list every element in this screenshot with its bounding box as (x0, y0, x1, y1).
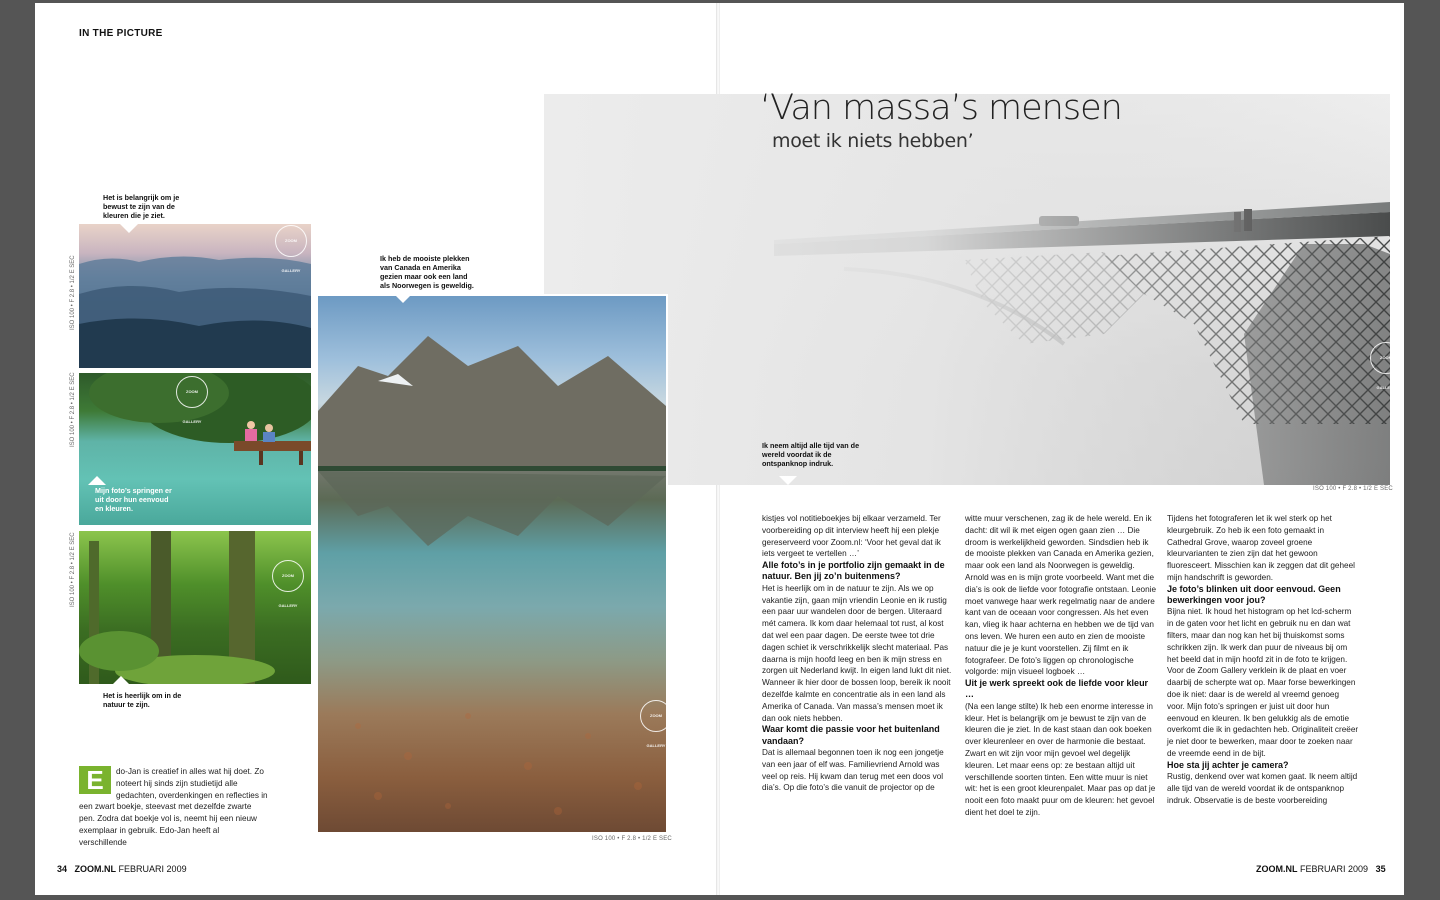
text-column-3 (1167, 513, 1359, 806)
col1-question-1: Alle foto’s in je portfolio zijn gemaakt in de natuur. Ben jij zo’n buitenmens? (762, 560, 945, 582)
bridge-exif: ISO 100 • F 2.8 • 1/2 E SEC (1313, 486, 1393, 492)
left-footer-brand: ZOOM.NL (74, 864, 117, 874)
dock-gallery-stamp: ZOOM GALLERY (176, 376, 208, 408)
dock-caption: Mijn foto’s springen er uit door hun eenvoud en kleuren. (95, 486, 172, 513)
col1-paragraph-1: kistjes vol notitieboekjes bij elkaar verzameld. Ter voorbereiding op dit interview heeft hij een plekje gereserveerd voor Zoom.nl: ‘Voor het geval dat ik iets vergeet te vertellen …’ (762, 514, 941, 559)
bridge-illustration (544, 94, 1390, 485)
forest-caption: Het is heerlijk om in de natuur te zijn. (103, 691, 182, 709)
intro-paragraph (79, 766, 269, 849)
col2-paragraph-2: (Na een lange stilte) Ik heb een enorme interesse in kleur. Het is belangrijk om je bewust te zijn van de kleuren die je ziet. In de kast staan dan ook boeken over kleurenleer en over de harmonie die bestaat. Zwart en wit zijn voor mijn gevoel wel degelijk kleuren. Let maar eens op: ze bestaan altijd uit verschillende soorten tinten. Een witte muur is niet wit: het is een groot kleurenpalet. Maar pas op dat je nooit een foto maakt puur om de kleuren: het gevoel dient het doel te zijn. (965, 701, 1156, 817)
lake-caption: Ik heb de mooiste plekken van Canada en Amerika gezien maar ook een land als Noorwegen is geweldig. (380, 254, 474, 290)
forest-gallery-stamp: ZOOM GALLERY (272, 560, 304, 592)
col1-question-2: Waar komt die passie voor het buitenland vandaan? (762, 724, 940, 746)
article-title-line2: moet ik niets hebben’ (772, 130, 974, 152)
text-column-2 (965, 513, 1157, 819)
col1-paragraph-2: Het is heerlijk om in de natuur te zijn. Als we op vakantie zijn, gaan mijn vriendin Leonie en ik rustig een paar uur wandelen door de bergen. Uiteraard mét camera. Ik kom daar helemaal tot rust, al kost dat wel een paar dagen. De eerste twee tot drie dagen schiet ik verschrikkelijk slecht materiaal. Pas daarna is mijn hoofd leeg en ben ik mijn stress en zorgen uit Nederland kwijt. In eigen land lukt dit niet. Wanneer ik hier door de bossen loop, bereik ik nooit dezelfde kalmte en concentratie als in een land als Amerika of Canada. Van massa’s mensen moet ik dan ook niets hebben. (762, 583, 952, 723)
mountains-gallery-stamp: ZOOM GALLERY (275, 225, 307, 257)
right-footer (1256, 864, 1386, 874)
left-page-number: 34 (57, 864, 68, 874)
mountains-caption-pointer (120, 224, 138, 233)
bridge-caption-pointer (779, 476, 797, 485)
col2-question-1: Uit je werk spreekt ook de liefde voor kleur … (965, 678, 1149, 700)
right-footer-issue: FEBRUARI 2009 (1300, 864, 1369, 874)
right-footer-brand: ZOOM.NL (1256, 864, 1298, 874)
lake-gallery-stamp: ZOOM GALLERY (640, 700, 672, 732)
col1-paragraph-3: Dat is allemaal begonnen toen ik nog een jongetje van een jaar of elf was. Familievriend Arnold was veel op reis. Hij kwam dan terug met een doos vol dia’s. Op die foto’s die vanuit de projector op de (762, 747, 944, 793)
left-footer (57, 864, 187, 874)
article-title-line1: ‘Van massa’s mensen (760, 88, 1122, 128)
col3-paragraph-2: Bijna niet. Ik houd het histogram op het lcd-scherm in de gaten voor het licht en gebruik nu en dan wat filters, maar dan nog kan het bij thuiskomst soms schrikken zijn. Ik werk dan puur de niveaus bij om het beeld dat in mijn hoofd zit in de foto te krijgen. Voor de Zoom Gallery verklein ik de plaat en voer daarbij de scherpte wat op. Maar forse bewerkingen doe ik niet: daar is de wereld al vreemd genoeg voor. Mijn foto’s springen er juist uit door hun eenvoud en kleuren. Ik ben gelukkig als de emotie overkomt die ik in gedachten heb. Originaliteit creëer je niet door te bewerken, maar door te zoeken naar de vreemde eend in de bijt. (1167, 607, 1359, 758)
right-page-number: 35 (1375, 864, 1386, 874)
bridge-photo (544, 94, 1390, 485)
col3-paragraph-3: Rustig, denkend over wat komen gaat. Ik neem altijd alle tijd van de wereld voordat ik de ontspanknop indruk. Observatie is de beste voorbereiding (1167, 772, 1358, 805)
section-label: IN THE PICTURE (79, 28, 163, 39)
intro-text: do-Jan is creatief in alles wat hij doet. Zo noteert hij sinds zijn studietijd alle gedachten, overdenkingen en reflecties in een zwart boekje, steevast met dezelfde zwarte pen. Zodra dat boekje vol is, neemt hij een nieuw exemplaar in gebruik. Edo-Jan heeft al verschillende (79, 767, 268, 847)
lake-exif: ISO 100 • F 2.8 • 1/2 E SEC (592, 836, 672, 842)
mountains-exif: ISO 100 • F 2.8 • 1/2 E SEC (70, 255, 76, 330)
text-column-1 (762, 513, 952, 794)
col2-paragraph-1: witte muur verschenen, zag ik de hele wereld. En ik dacht: dit wil ik met eigen ogen gaan zien … Die droom is werkelijkheid geworden. Sindsdien heb ik de mooiste plekken van Canada en Amerika gezien, maar ook een land als Noorwegen is geweldig. Arnold was en is mijn grote voorbeeld. Want met die dia’s is ook de liefde voor fotografie ontstaan. Leonie moet vanwege haar werk regelmatig naar de andere kant van de oceaan voor congressen. Als het even kan, vlieg ik haar achterna en hebben we de tijd van ons leven. We huren een auto en zien de mooiste natuur die je je kunt voorstellen. Zij filmt en ik fotografeer. De foto’s liggen op chronologische volgorde: mijn visueel logboek … (965, 514, 1157, 677)
dock-caption-pointer (88, 476, 106, 485)
forest-photo (79, 531, 311, 684)
col3-question-2: Hoe sta jij achter je camera? (1167, 759, 1289, 770)
mountains-caption: Het is belangrijk om je bewust te zijn van de kleuren die je ziet. (103, 193, 180, 220)
bridge-caption: Ik neem altijd alle tijd van de wereld voordat ik de ontspanknop indruk. (762, 441, 860, 468)
dock-exif: ISO 100 • F 2.8 • 1/2 E SEC (70, 372, 76, 447)
forest-caption-pointer (112, 676, 130, 685)
intro-dropcap: E (79, 766, 111, 794)
col3-question-1: Je foto’s blinken uit door eenvoud. Geen bewerkingen voor jou? (1167, 583, 1341, 606)
left-footer-issue: FEBRUARI 2009 (118, 864, 187, 874)
lake-caption-pointer (394, 294, 412, 303)
bridge-gallery-stamp: ZOOM GALLERY (1370, 342, 1402, 374)
lake-photo (316, 294, 668, 834)
col3-paragraph-1: Tijdens het fotograferen let ik wel sterk op het kleurgebruik. Zo heb ik een foto gemaakt in Cathedral Grove, waarop zoveel groene kleurvarianten te zien zijn dat het gewoon fluoresceert. Misschien kan ik zeggen dat dit geheel mijn handschrift is geworden. (1167, 514, 1355, 582)
forest-exif: ISO 100 • F 2.8 • 1/2 E SEC (70, 532, 76, 607)
